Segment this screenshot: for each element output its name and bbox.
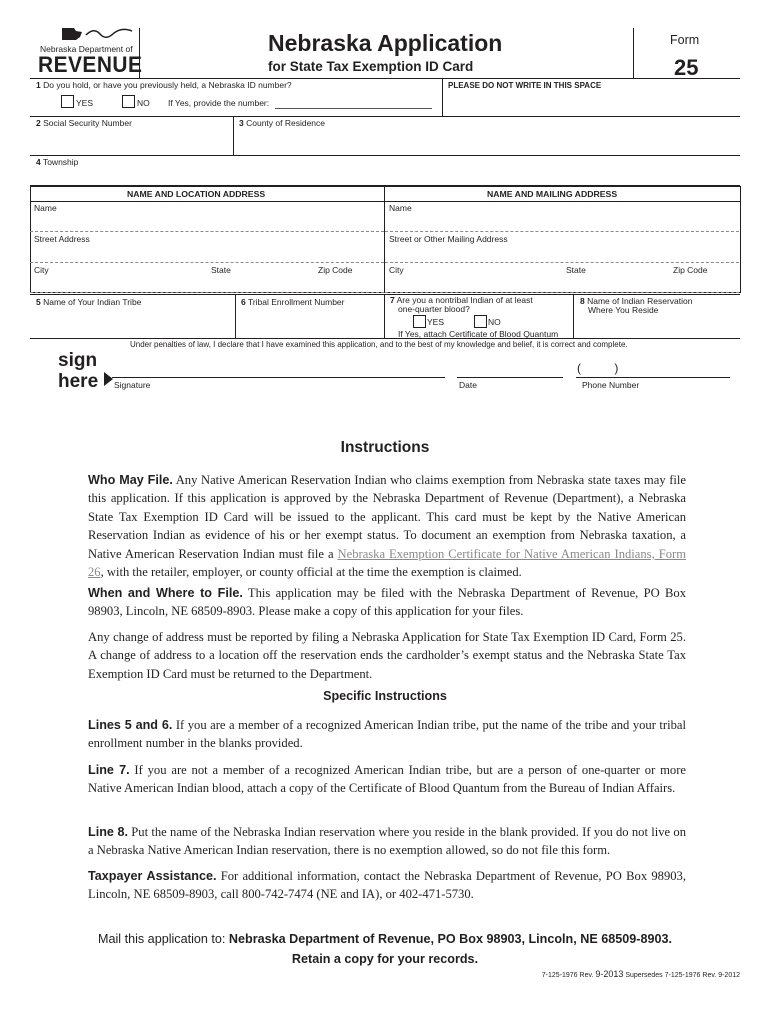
line7-note: If Yes, attach Certificate of Blood Quantum — [398, 329, 559, 339]
line1-if-yes-label: If Yes, provide the number: — [168, 98, 270, 108]
signature-label: Signature — [114, 380, 151, 390]
phone-area-code: ( ) — [577, 361, 619, 375]
line6-label: 6 Tribal Enrollment Number — [241, 297, 345, 307]
lines-5-6-paragraph: Lines 5 and 6. If you are a member of a recognized American Indian tribe, put the name of the tribe and your tribal enrollment number in the blanks provided. — [88, 718, 686, 751]
agency-large-text: REVENUE — [38, 52, 143, 77]
line-8-paragraph: Line 8. Put the name of the Nebraska Indian reservation where you reside in the blank provided. If you do not live on a Nebraska Native American Indian reservation, there is no exemption allowed, so do not file this form. — [88, 825, 686, 858]
taxpayer-assistance-paragraph: Taxpayer Assistance. For additional information, contact the Nebraska Department of Revenue, PO Box 98903, Lincoln, NE 68509-8903, call 800-742-7474 (NE and IA), or 402-471-5730. — [88, 869, 686, 902]
line1-yes-checkbox[interactable] — [61, 95, 74, 108]
declaration-text: Under penalties of law, I declare that I have examined this application, and to the best of my knowledge and belief, it is correct and complete. — [130, 340, 628, 349]
mailing-state-label: State — [566, 265, 586, 275]
line7-yes-label: YES — [427, 317, 445, 327]
form-number: 25 — [674, 55, 699, 80]
form-26-link[interactable]: Nebraska Exemption Certificate for Native American Indians, Form 26 — [88, 546, 686, 580]
form-subtitle: for State Tax Exemption ID Card — [268, 59, 474, 74]
location-address-header: NAME AND LOCATION ADDRESS — [127, 189, 266, 199]
who-may-file-paragraph: Who May File. Any Native American Reservation Indian who claims exemption from Nebraska state taxes may file this application. If this application is approved by the Nebraska Department of Revenue (Department), a Nebraska State Tax Exemption ID Card will be issued to the applicant. This card must be kept by the Native American Reservation Indian as evidence of his or her exempt status. To document an exemption from Nebraska taxation, a Native American Reservation Indian must file a Nebraska Exemption Certificate for Native American Indians, Form 26, with the retailer, employer, or county official at the time the exemption is claimed. — [88, 473, 686, 580]
mailing-street-label: Street or Other Mailing Address — [389, 234, 508, 244]
when-where-paragraph: When and Where to File. This application may be filed with the Nebraska Department of Revenue, PO Box 98903, Lincoln, NE 68509-8903. Please make a copy of this application for your files. — [88, 586, 686, 619]
line7-no-label: NO — [488, 317, 501, 327]
line7-yes-checkbox[interactable] — [413, 315, 426, 328]
date-label: Date — [459, 380, 477, 390]
address-block — [30, 186, 741, 293]
location-city-state-zip-input[interactable] — [30, 292, 384, 293]
line1-yes-label: YES — [76, 98, 94, 108]
location-street-input[interactable] — [30, 262, 384, 263]
line-7-paragraph: Line 7. If you are not a member of a recognized American Indian tribe, but are a person of one-quarter or more Native American Indian blood, attach a copy of the Certificate of Blood Quantum from the Bureau of Indian Affairs. — [88, 763, 687, 796]
line7-no-checkbox[interactable] — [474, 315, 487, 328]
nebraska-id-number-input[interactable] — [275, 108, 432, 109]
signature-input[interactable] — [112, 377, 445, 378]
line1-no-label: NO — [137, 98, 150, 108]
mailing-address-header: NAME AND MAILING ADDRESS — [487, 189, 618, 199]
mail-instruction: Mail this application to: Nebraska Department of Revenue, PO Box 98903, Lincoln, NE 68509-8903. — [98, 932, 672, 946]
agency-small-text: Nebraska Department of — [40, 44, 133, 54]
location-city-label: City — [34, 265, 49, 275]
location-name-label: Name — [34, 203, 57, 213]
mailing-street-input[interactable] — [385, 262, 739, 263]
phone-input[interactable] — [576, 377, 730, 378]
sign-here-label: sign here — [58, 350, 99, 392]
line3-label: 3 County of Residence — [239, 118, 326, 128]
date-input[interactable] — [457, 377, 563, 378]
phone-label: Phone Number — [582, 380, 640, 390]
location-state-label: State — [211, 265, 231, 275]
line2-label: 2 Social Security Number — [36, 118, 132, 128]
mailing-zip-label: Zip Code — [673, 265, 708, 275]
line1-label: 1 Do you hold, or have you previously held, a Nebraska ID number? — [36, 80, 292, 90]
sign-arrow-icon — [104, 372, 114, 386]
form-title: Nebraska Application — [268, 30, 503, 56]
mailing-name-input[interactable] — [385, 231, 739, 232]
instructions-title: Instructions — [340, 439, 430, 456]
line4-label: 4 Township — [36, 157, 79, 167]
change-address-paragraph: Any change of address must be reported by filing a Nebraska Application for State Tax Exemption ID Card, Form 25. A change of address to a location off the reservation ends the cardholder’s exempt status and the Nebraska State Tax Exemption ID Card must be returned to the Department. — [88, 630, 686, 681]
location-name-input[interactable] — [30, 231, 384, 232]
revision-info: 7-125-1976 Rev. 9-2013 Supersedes 7-125-1976 Rev. 9-2012 — [541, 969, 740, 979]
office-use-label: PLEASE DO NOT WRITE IN THIS SPACE — [448, 81, 602, 90]
nebraska-state-icon — [36, 25, 136, 43]
location-zip-label: Zip Code — [318, 265, 353, 275]
mailing-city-state-zip-input[interactable] — [385, 292, 739, 293]
line7-label: 7 Are you a nontribal Indian of at least one-quarter blood? — [390, 295, 533, 314]
line1-no-checkbox[interactable] — [122, 95, 135, 108]
form-label: Form — [670, 33, 700, 47]
line8-label: 8 Name of Indian Reservation Where You Reside — [580, 296, 693, 315]
retain-copy-note: Retain a copy for your records. — [291, 952, 479, 966]
line5-label: 5 Name of Your Indian Tribe — [36, 297, 142, 307]
mailing-city-label: City — [389, 265, 404, 275]
agency-logo — [36, 25, 143, 77]
location-street-label: Street Address — [34, 234, 90, 244]
specific-instructions-title: Specific Instructions — [323, 689, 447, 703]
mailing-name-label: Name — [389, 203, 412, 213]
